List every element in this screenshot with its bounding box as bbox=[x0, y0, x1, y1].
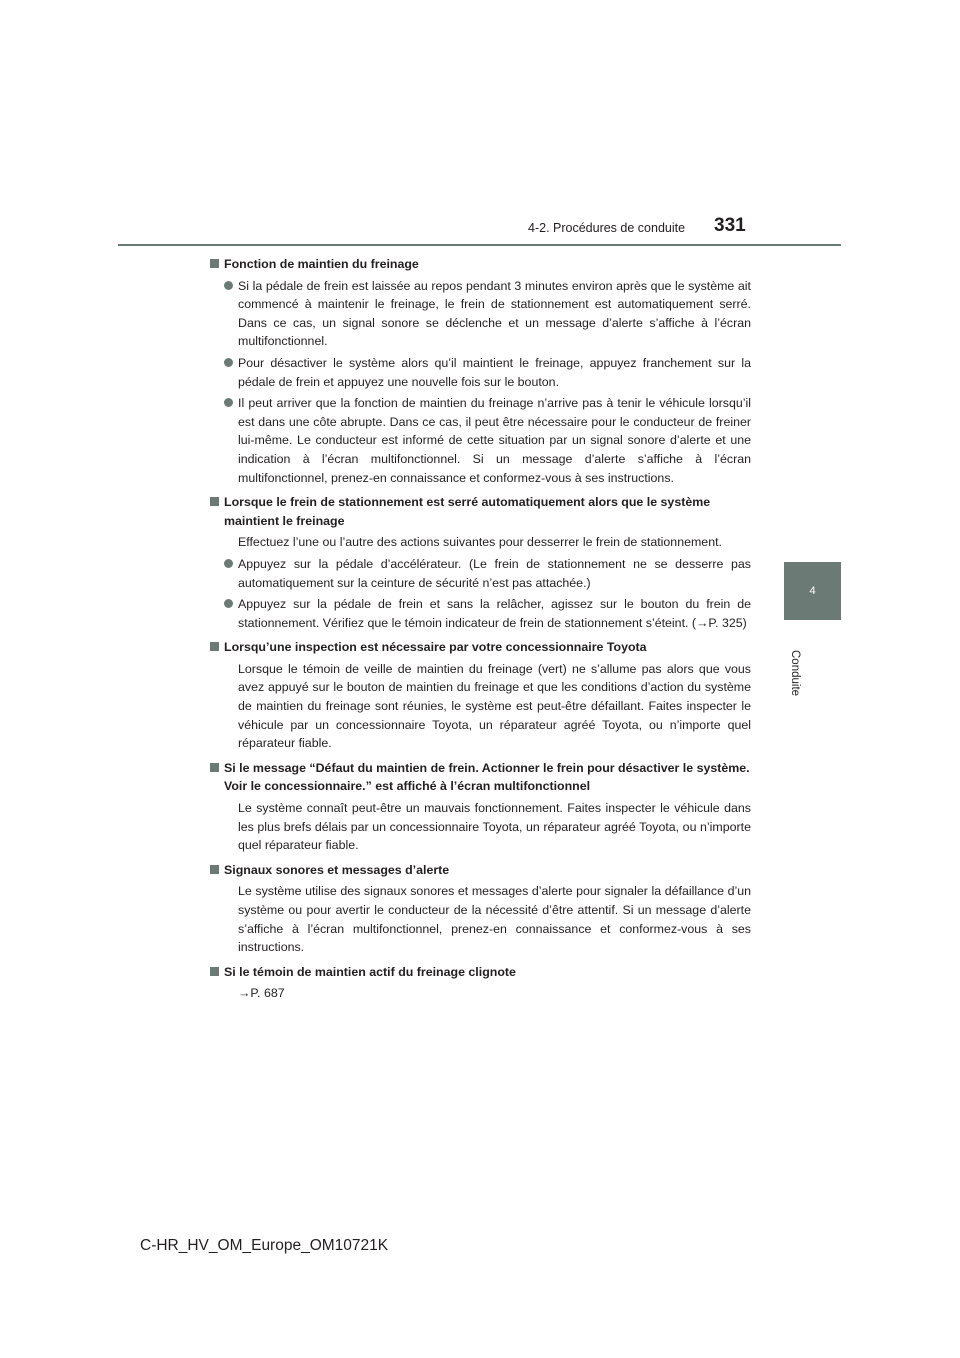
square-bullet-icon bbox=[210, 497, 219, 506]
round-bullet-icon bbox=[224, 358, 233, 367]
section-parking-brake-auto bbox=[210, 493, 751, 632]
section-title: Fonction de maintien du freinage bbox=[224, 257, 419, 271]
list-item: Il peut arriver que la fonction de maintien du freinage n’arrive pas à tenir le véhicule lorsqu’il est dans une côte abrupte. Dans ce cas, il peut être nécessaire pour le conducteur de freiner lui-même. Le conducteur est informé de cette situation par un signal sonore d’alerte et une indication à l’écran multifonctionnel. Si un message d’alerte s’affiche à l’écran multifonctionnel, prenez-en connaissance et conformez-vous à ses instructions. bbox=[210, 394, 751, 487]
list-item: Pour désactiver le système alors qu’il maintient le freinage, appuyez franchement sur la pédale de frein et appuyez une nouvelle fois sur le bouton. bbox=[210, 354, 751, 391]
square-bullet-icon bbox=[210, 642, 219, 651]
square-bullet-icon bbox=[210, 763, 219, 772]
round-bullet-icon bbox=[224, 281, 233, 290]
header-rule bbox=[118, 244, 841, 246]
footer-doc-code: C-HR_HV_OM_Europe_OM10721K bbox=[140, 1237, 389, 1254]
section-warning-signals bbox=[210, 861, 751, 957]
round-bullet-icon bbox=[224, 398, 233, 407]
section-title: Si le témoin de maintien actif du freinage clignote bbox=[224, 964, 516, 979]
round-bullet-icon bbox=[224, 599, 233, 608]
list-item: Si la pédale de frein est laissée au repos pendant 3 minutes environ après que le système ait commencé à maintenir le freinage, le frein de stationnement est automatiquement serré. Dans ce cas, un signal sonore se déclenche et un message d’alerte s’affiche à l’écran multifonctionnel. bbox=[210, 277, 751, 351]
section-text: Le système connaît peut-être un mauvais fonctionnement. Faites inspecter le véhicule dans les plus brefs délais par un concessionnaire Toyota, un réparateur agréé Toyota, ou n’importe quel réparateur fiable. bbox=[238, 801, 751, 853]
section-text: Effectuez l’une ou l’autre des actions suivantes pour desserrer le frein de stationnement. bbox=[238, 535, 722, 550]
section-title: Lorsque le frein de stationnement est serré automatiquement alors que le système maintient le freinage bbox=[224, 495, 711, 528]
section-title: Signaux sonores et messages d’alerte bbox=[224, 862, 450, 877]
section-text: Lorsque le témoin de veille de maintien du freinage (vert) ne s’allume pas alors que vous avez appuyé sur le bouton de maintien du freinage et que les conditions d’action du système de maintien du freinage sont réunies, le système est peut-être défaillant. Faites inspecter le véhicule par un concessionnaire Toyota, un réparateur agréé Toyota, ou n’importe quel réparateur fiable. bbox=[238, 661, 751, 751]
section-title: Si le message “Défaut du maintien de frein. Actionner le frein pour désactiver le système. Voir le concessionnaire.” est affiché à l’écran multifonctionnel bbox=[224, 760, 750, 794]
section-indicator-blinking bbox=[210, 963, 751, 1003]
list-item: Appuyez sur la pédale de frein et sans la relâcher, agissez sur le bouton du frein de stationnement. Vérifiez que le témoin indicateur de frein de stationnement s’éteint. (→P. 325) bbox=[210, 595, 751, 632]
page-reference-link[interactable]: →P. 687 bbox=[238, 986, 285, 1001]
section-brake-hold-function bbox=[210, 255, 751, 487]
round-bullet-icon bbox=[224, 559, 233, 568]
section-text: Le système utilise des signaux sonores et messages d’alerte pour signaler la défaillance d’un système ou pour avertir le conducteur de la nécessité d’être attentif. Si un message d’alerte s’affiche à l’écran multifonctionnel, prenez-en connaissance et conformez-vous à ses instructions. bbox=[238, 884, 751, 955]
section-inspection-needed bbox=[210, 638, 751, 753]
main-content bbox=[210, 255, 751, 1003]
chapter-tab bbox=[784, 562, 841, 620]
chapter-label: Conduite bbox=[789, 650, 801, 697]
square-bullet-icon bbox=[210, 967, 219, 976]
section-title: Lorsqu’une inspection est nécessaire par votre concessionnaire Toyota bbox=[224, 640, 647, 655]
chapter-number: 4 bbox=[809, 585, 816, 597]
square-bullet-icon bbox=[210, 259, 219, 268]
square-bullet-icon bbox=[210, 865, 219, 874]
list-item: Appuyez sur la pédale d’accélérateur. (Le frein de stationnement ne se desserre pas automatiquement sur la ceinture de sécurité n’est pas attachée.) bbox=[210, 555, 751, 592]
header-section-title: 4-2. Procédures de conduite bbox=[528, 221, 686, 235]
section-fault-message bbox=[210, 759, 751, 855]
page-number: 331 bbox=[714, 215, 746, 236]
